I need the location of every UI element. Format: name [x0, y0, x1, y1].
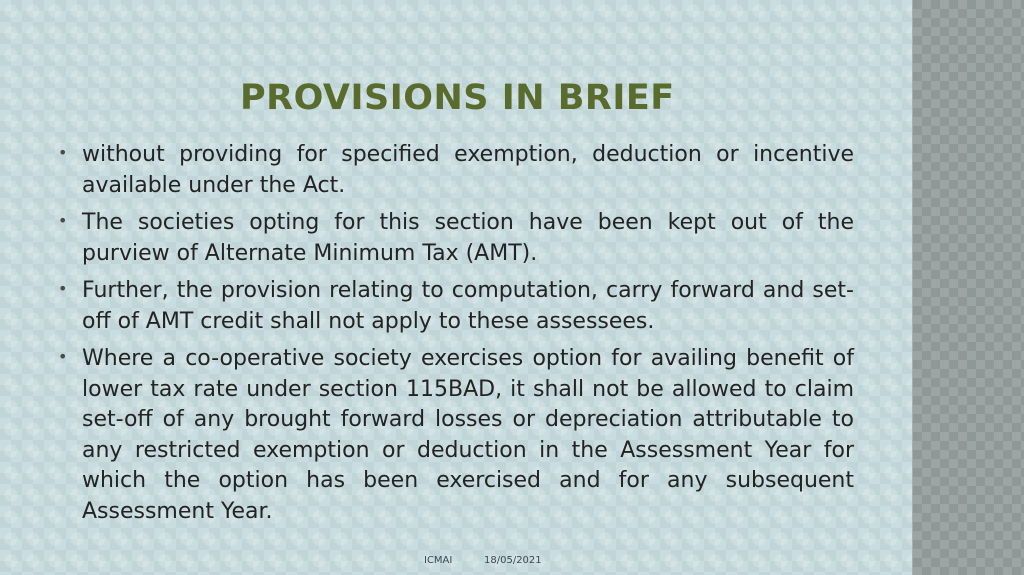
bullet-item [58, 276, 854, 337]
bullet-item [58, 208, 854, 269]
slide-title: PROVISIONS IN BRIEF [240, 78, 675, 118]
bullet-icon: • [58, 211, 68, 230]
bullet-text: without providing for specified exemption, deduction or incentive available under the Act. [82, 142, 854, 198]
bullet-icon: • [58, 279, 68, 298]
bullet-item [58, 344, 854, 527]
bullet-item [58, 140, 854, 201]
side-decoration-strip [912, 0, 1024, 575]
bullet-icon: • [58, 143, 68, 162]
bullet-list [58, 140, 854, 534]
bullet-text: The societies opting for this section have been kept out of the purview of Alternate Minimum Tax (AMT). [82, 210, 854, 266]
bullet-icon: • [58, 347, 68, 366]
footer-organization: ICMAI [424, 555, 453, 566]
footer-date: 18/05/2021 [484, 555, 542, 566]
bullet-text: Where a co-operative society exercises option for availing benefit of lower tax rate under section 115BAD, it shall not be allowed to claim set-off of any brought forward losses or depreciation attributable to any restricted exemption or deduction in the Assessment Year for which the option has been exercised and for any subsequent Assessment Year. [82, 346, 854, 524]
bullet-text: Further, the provision relating to computation, carry forward and set-off of AMT credit shall not apply to these assessees. [82, 278, 854, 334]
